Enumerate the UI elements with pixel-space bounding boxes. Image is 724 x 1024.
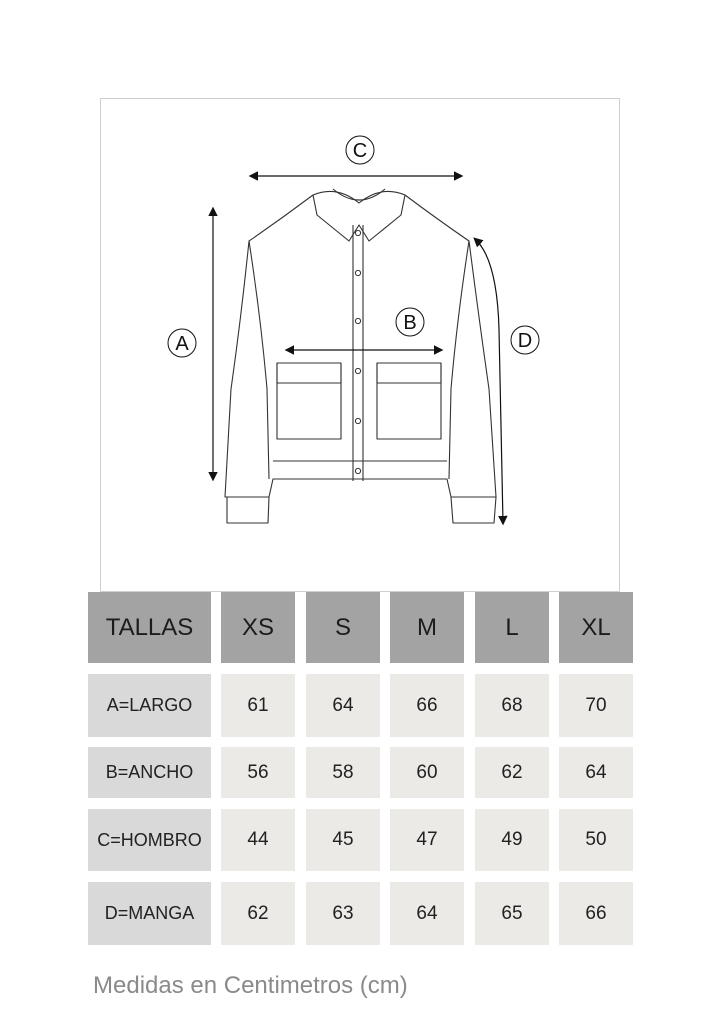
arrow-d xyxy=(475,239,503,523)
header-size-s: S xyxy=(306,592,380,663)
table-cell: 66 xyxy=(390,674,464,737)
units-footnote: Medidas en Centimetros (cm) xyxy=(93,972,408,999)
header-size-xs: XS xyxy=(221,592,295,663)
label-b xyxy=(396,308,424,336)
jacket-illustration xyxy=(101,99,621,593)
label-c-text: C xyxy=(352,140,368,162)
row-label-manga: D=MANGA xyxy=(88,882,211,945)
jacket-diagram xyxy=(100,98,620,592)
table-cell: 63 xyxy=(306,882,380,945)
label-b-text: B xyxy=(403,312,417,334)
table-cell: 44 xyxy=(221,809,295,871)
table-cell: 64 xyxy=(559,747,633,798)
table-cell: 49 xyxy=(475,809,549,871)
table-cell: 58 xyxy=(306,747,380,798)
table-cell: 62 xyxy=(221,882,295,945)
table-cell: 47 xyxy=(390,809,464,871)
table-cell: 56 xyxy=(221,747,295,798)
table-cell: 65 xyxy=(475,882,549,945)
table-cell: 64 xyxy=(306,674,380,737)
header-size-l: L xyxy=(475,592,549,663)
row-label-hombro: C=HOMBRO xyxy=(88,809,211,871)
table-cell: 62 xyxy=(475,747,549,798)
label-a-text: A xyxy=(175,333,189,355)
label-a xyxy=(168,329,196,357)
header-size-m: M xyxy=(390,592,464,663)
table-cell: 45 xyxy=(306,809,380,871)
table-cell: 70 xyxy=(559,674,633,737)
header-size-xl: XL xyxy=(559,592,633,663)
right-pocket xyxy=(377,363,441,439)
header-tallas: TALLAS xyxy=(88,592,211,663)
table-cell: 60 xyxy=(390,747,464,798)
label-d xyxy=(511,326,539,354)
row-label-ancho: B=ANCHO xyxy=(88,747,211,798)
table-cell: 68 xyxy=(475,674,549,737)
table-cell: 61 xyxy=(221,674,295,737)
table-cell: 66 xyxy=(559,882,633,945)
table-cell: 50 xyxy=(559,809,633,871)
row-label-largo: A=LARGO xyxy=(88,674,211,737)
table-cell: 64 xyxy=(390,882,464,945)
label-d-text: D xyxy=(517,330,533,352)
left-pocket xyxy=(277,363,341,439)
label-c xyxy=(346,136,374,164)
